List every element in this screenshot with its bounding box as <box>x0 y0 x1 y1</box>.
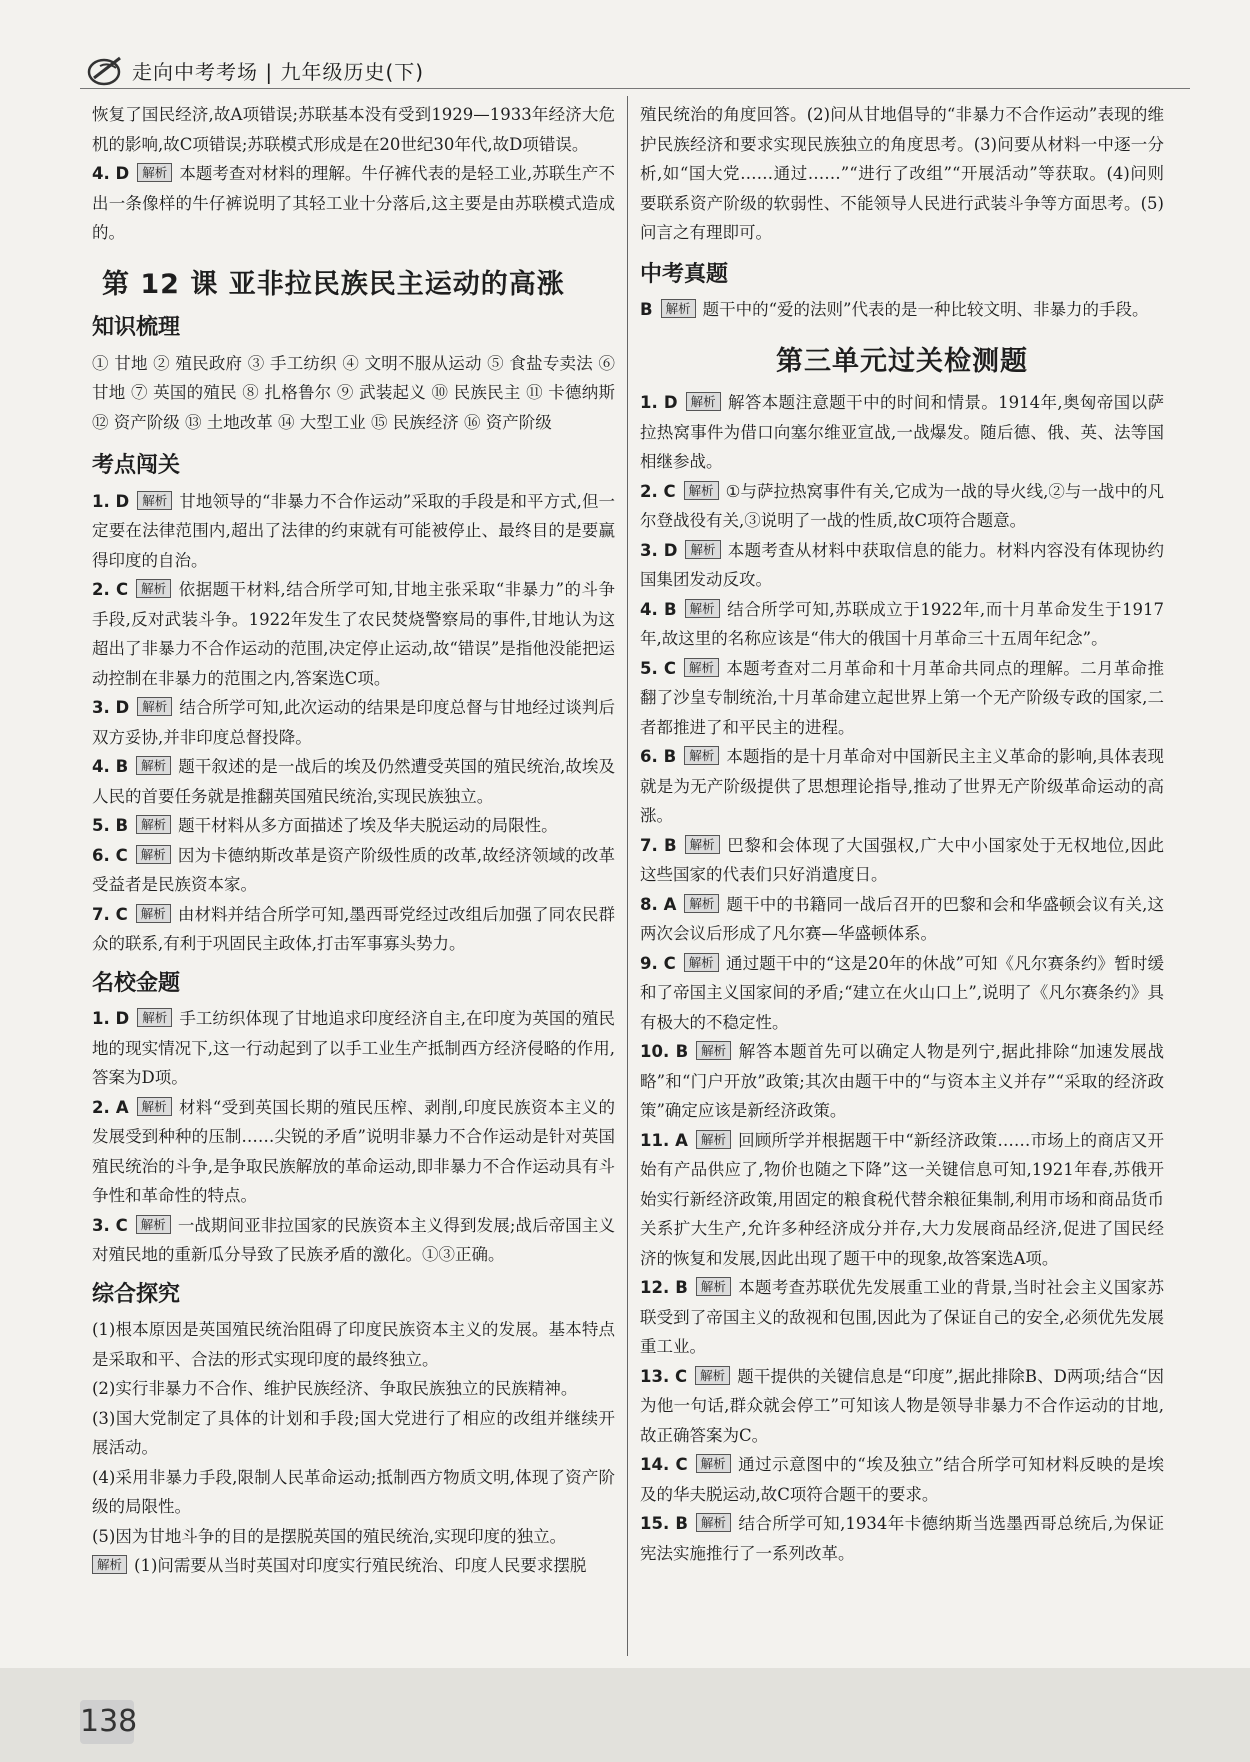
answer-item <box>640 1126 1164 1274</box>
analysis-tag: 解析 <box>696 1277 731 1296</box>
section-heading-zonghe: 综合探究 <box>92 1281 181 1307</box>
answer-item <box>92 1004 615 1093</box>
answer-number: 7. C <box>92 904 128 924</box>
analysis-tag: 解析 <box>685 540 720 559</box>
zonghe-analysis <box>92 1551 615 1581</box>
answer-number: 14. C <box>640 1455 688 1474</box>
answer-number: 2. A <box>92 1097 129 1117</box>
analysis-tag: 解析 <box>686 392 721 411</box>
zonghe-list <box>92 1315 615 1551</box>
answer-text: 本题考查对二月革命和十月革命共同点的理解。二月革命推翻了沙皇专制统治,十月革命建立起世界上第一个无产阶级专政的国家,二者都推进了和平民主的进程。 <box>640 658 1164 737</box>
analysis-tag: 解析 <box>684 894 719 913</box>
answer-item <box>640 295 1164 325</box>
answer-item <box>640 1037 1164 1126</box>
analysis-tag: 解析 <box>136 756 171 775</box>
answer-number: 6. B <box>640 747 677 766</box>
analysis-tag: 解析 <box>137 697 172 716</box>
book-logo-icon <box>86 52 126 88</box>
unit-title: 第三单元过关检测题 <box>776 345 1028 377</box>
answer-text: 解答本题注意题干中的时间和情景。1914年,奥匈帝国以萨拉热窝事件为借口向塞尔维亚宣战,一战爆发。随后德、俄、英、法等国相继参战。 <box>640 393 1164 471</box>
analysis-tag: 解析 <box>92 1555 127 1574</box>
knowledge-list: ① 甘地 ② 殖民政府 ③ 手工纺织 ④ 文明不服从运动 ⑤ 食盐专卖法 ⑥ 甘地 ⑦ 英国的殖民 ⑧ 扎格鲁尔 ⑨ 武装起义 ⑩ 民族民主 ⑪ 卡德纳斯 ⑫ 资产阶级 ⑬ 土地改革 ⑭ 大型工业 ⑮ 民族经济 ⑯ 资产阶级 <box>92 353 615 432</box>
answer-number: 13. C <box>640 1366 688 1386</box>
answer-number: 1. D <box>92 1009 130 1028</box>
analysis-tag: 解析 <box>661 299 696 318</box>
answer-number: 3. D <box>640 540 678 560</box>
answer-number: 4. B <box>92 757 129 776</box>
answer-item <box>92 752 615 811</box>
answer-number: 12. B <box>640 1278 688 1297</box>
analysis-tag: 解析 <box>137 1008 172 1027</box>
answer-number: 4. D <box>92 164 130 183</box>
answer-text: 本题指的是十月革命对中国新民主主义革命的影响,具体表现就是为无产阶级提供了思想理论指导,推动了世界无产阶级革命运动的高涨。 <box>640 747 1164 825</box>
answer-item <box>640 536 1164 595</box>
section-heading-zhenti: 中考真题 <box>640 261 729 287</box>
analysis-text: (1)问需要从当时英国对印度实行殖民统治、印度人民要求摆脱 <box>134 1556 587 1575</box>
analysis-tag: 解析 <box>136 579 171 598</box>
answer-number: 2. C <box>640 481 676 501</box>
answer-text: 手工纺织体现了甘地追求印度经济自主,在印度为英国的殖民地的现实情况下,这一行动起到了以手工业生产抵制西方经济侵略的作用,答案为D项。 <box>92 1009 615 1087</box>
answer-text: 本题考查从材料中获取信息的能力。材料内容没有体现协约国集团发动反攻。 <box>640 540 1164 589</box>
continuation-paragraph: 殖民统治的角度回答。(2)问从甘地倡导的“非暴力不合作运动”表现的维护民族经济和要求实现民族独立的角度思考。(3)问要从材料一中逐一分析,如“国大党……通过……”“进行了改组”“开展活动”等获取。(4)问则要联系资产阶级的软弱性、不能领导人民进行武装斗争等方面思考。(5)问言之有理即可。 <box>640 105 1164 242</box>
answer-item <box>92 159 615 248</box>
kaodian-list <box>92 487 615 959</box>
zonghe-answer: (3)国大党制定了具体的计划和手段;国大党进行了相应的改组并继续开展活动。 <box>92 1408 615 1457</box>
zonghe-answer: (4)采用非暴力手段,限制人民革命运动;抵制西方物质文明,体现了资产阶级的局限性。 <box>92 1467 615 1516</box>
analysis-tag: 解析 <box>136 1215 171 1234</box>
answer-item <box>640 1273 1164 1362</box>
section-heading-knowledge: 知识梳理 <box>92 315 181 340</box>
answer-item <box>640 890 1164 949</box>
column-divider <box>627 96 628 1656</box>
answer-text: 本题考查苏联优先发展重工业的背景,当时社会主义国家苏联受到了帝国主义的敌视和包围,因此为了保证自己的安全,必须优先发展重工业。 <box>640 1278 1164 1356</box>
analysis-tag: 解析 <box>696 1513 731 1532</box>
section-heading-mingxiao: 名校金题 <box>92 970 181 996</box>
analysis-tag: 解析 <box>684 746 719 765</box>
answer-text: 通过题干中的“这是20年的休战”可知《凡尔赛条约》暂时缓和了帝国主义国家间的矛盾;“建立在火山口上”,说明了《凡尔赛条约》具有极大的不稳定性。 <box>640 953 1164 1032</box>
answer-number: 7. B <box>640 835 677 855</box>
page-header <box>80 50 1190 90</box>
answer-item <box>92 575 615 693</box>
analysis-tag: 解析 <box>684 481 719 500</box>
answer-item <box>640 1362 1164 1451</box>
answer-text: 本题考查对材料的理解。牛仔裤代表的是轻工业,苏联生产不出一条像样的牛仔裤说明了其轻工业十分落后,这主要是由苏联模式造成的。 <box>92 164 615 242</box>
analysis-tag: 解析 <box>137 1097 172 1116</box>
footer-band <box>0 1668 1250 1762</box>
answer-number: 1. D <box>92 491 130 511</box>
answer-number: B <box>640 300 653 319</box>
answer-number: 3. D <box>92 698 130 717</box>
answer-text: 结合所学可知,此次运动的结果是印度总督与甘地经过谈判后双方妥协,并非印度总督投降。 <box>92 698 615 747</box>
answer-number: 2. C <box>92 580 129 599</box>
answer-number: 10. B <box>640 1042 689 1061</box>
analysis-tag: 解析 <box>695 1366 730 1385</box>
answer-item <box>640 654 1164 743</box>
answer-number: 6. C <box>92 845 128 865</box>
answer-item <box>92 693 615 752</box>
answer-number: 5. C <box>640 658 676 678</box>
answer-text: 回顾所学并根据题干中“新经济政策……市场上的商店又开始有产品供应了,物价也随之下降”这一关键信息可知,1921年春,苏俄开始实行新经济政策,用固定的粮食税代替余粮征集制,利用市场和商品货币关系扩大生产,允许多种经济成分并存,大力发展商品经济,促进了国民经济的恢复和发展,因此出现了题干中的现象,故答案选A项。 <box>640 1130 1164 1268</box>
answer-number: 1. D <box>640 393 678 412</box>
answer-number: 15. B <box>640 1514 688 1533</box>
unit-list <box>640 388 1164 1568</box>
header-title: 走向中考考场 | 九年级历史(下) <box>132 60 425 84</box>
answer-number: 5. B <box>92 816 129 835</box>
answer-number: 9. C <box>640 953 676 973</box>
answer-text: 因为卡德纳斯改革是资产阶级性质的改革,故经济领域的改革受益者是民族资本家。 <box>92 845 615 894</box>
section-heading-kaodian: 考点闯关 <box>92 453 181 478</box>
left-column <box>92 100 615 1581</box>
answer-item <box>640 1450 1164 1509</box>
answer-number: 4. B <box>640 599 677 619</box>
answer-item <box>640 388 1164 477</box>
analysis-tag: 解析 <box>685 835 720 854</box>
answer-text: 题干叙述的是一战后的埃及仍然遭受英国的殖民统治,故埃及人民的首要任务就是推翻英国殖民统治,实现民族独立。 <box>92 757 615 806</box>
analysis-tag: 解析 <box>136 815 171 834</box>
analysis-tag: 解析 <box>685 599 720 618</box>
lesson-title: 第 12 课 亚非拉民族民主运动的高涨 <box>102 268 565 300</box>
analysis-tag: 解析 <box>136 904 171 923</box>
answer-text: 解答本题首先可以确定人物是列宁,据此排除“加速发展战略”和“门户开放”政策;其次由题干中的“与资本主义并存”“采取的经济政策”确定应该是新经济政策。 <box>640 1042 1164 1120</box>
answer-text: 巴黎和会体现了大国强权,广大中小国家处于无权地位,因此这些国家的代表们只好消遣度日。 <box>640 835 1164 884</box>
answer-text: 一战期间亚非拉国家的民族资本主义得到发展;战后帝国主义对殖民地的重新瓜分导致了民族矛盾的激化。①③正确。 <box>92 1215 615 1264</box>
analysis-tag: 解析 <box>137 491 172 510</box>
zonghe-answer: (2)实行非暴力不合作、维护民族经济、争取民族独立的民族精神。 <box>92 1379 578 1398</box>
answer-item <box>92 841 615 900</box>
answer-number: 3. C <box>92 1215 128 1235</box>
answer-number: 11. A <box>640 1130 688 1150</box>
answer-item <box>640 1509 1164 1568</box>
analysis-tag: 解析 <box>684 953 719 972</box>
answer-item <box>92 1211 615 1270</box>
answer-text: 题干提供的关键信息是“印度”,据此排除B、D两项;结合“因为他一句话,群众就会停工”可知该人物是领导非暴力不合作运动的甘地,故正确答案为C。 <box>640 1366 1164 1445</box>
answer-text: 甘地领导的“非暴力不合作运动”采取的手段是和平方式,但一定要在法律范围内,超出了法律的约束就有可能被停止、最终目的是要赢得印度的自治。 <box>92 491 615 570</box>
answer-text: 依据题干材料,结合所学可知,甘地主张采取“非暴力”的斗争手段,反对武装斗争。1922年发生了农民焚烧警察局的事件,甘地认为这超出了非暴力不合作运动的范围,决定停止运动,故“错误”是指他没能把运动控制在非暴力的范围之内,答案选C项。 <box>92 580 615 688</box>
analysis-tag: 解析 <box>696 1130 731 1149</box>
answer-item <box>92 487 615 576</box>
answer-item <box>92 811 615 841</box>
answer-item <box>640 949 1164 1038</box>
right-column <box>640 100 1164 1568</box>
answer-text: 题干中的书籍同一战后召开的巴黎和会和华盛顿会议有关,这两次会议后形成了凡尔赛—华盛顿体系。 <box>640 894 1164 943</box>
analysis-tag: 解析 <box>696 1041 731 1060</box>
analysis-tag: 解析 <box>684 658 719 677</box>
answer-text: 结合所学可知,1934年卡德纳斯当选墨西哥总统后,为保证宪法实施推行了一系列改革。 <box>640 1514 1164 1563</box>
answer-text: 材料“受到英国长期的殖民压榨、剥削,印度民族资本主义的发展受到种种的压制……尖锐的矛盾”说明非暴力不合作运动是针对英国殖民统治的斗争,是争取民族解放的革命运动,即非暴力不合作运动具有斗争性和革命性的特点。 <box>92 1097 615 1205</box>
answer-item <box>92 1093 615 1211</box>
answer-text: 题干材料从多方面描述了埃及华夫脱运动的局限性。 <box>178 816 558 835</box>
analysis-tag: 解析 <box>136 845 171 864</box>
analysis-tag: 解析 <box>137 163 172 182</box>
answer-number: 8. A <box>640 894 677 914</box>
answer-item <box>640 595 1164 654</box>
answer-item <box>640 742 1164 831</box>
intro-paragraph: 恢复了国民经济,故A项错误;苏联基本没有受到1929—1933年经济大危机的影响,故C项错误;苏联模式形成是在20世纪30年代,故D项错误。 <box>92 105 615 154</box>
answer-text: 由材料并结合所学可知,墨西哥党经过改组后加强了同农民群众的联系,有利于巩固民主政体,打击军事寡头势力。 <box>92 904 615 953</box>
answer-text: 题干中的“爱的法则”代表的是一种比较文明、非暴力的手段。 <box>702 300 1149 319</box>
answer-item <box>640 477 1164 536</box>
answer-item <box>640 831 1164 890</box>
analysis-tag: 解析 <box>696 1454 731 1473</box>
page-number: 138 <box>80 1700 134 1744</box>
answer-text: ①与萨拉热窝事件有关,它成为一战的导火线,②与一战中的凡尔登战役有关,③说明了一战的性质,故C项符合题意。 <box>640 481 1164 530</box>
zonghe-answer: (5)因为甘地斗争的目的是摆脱英国的殖民统治,实现印度的独立。 <box>92 1526 567 1546</box>
header-rule <box>80 88 1190 89</box>
zonghe-answer: (1)根本原因是英国殖民统治阻碍了印度民族资本主义的发展。基本特点是采取和平、合法的形式实现印度的最终独立。 <box>92 1320 615 1369</box>
answer-text: 结合所学可知,苏联成立于1922年,而十月革命发生于1917年,故这里的名称应该是“伟大的俄国十月革命三十五周年纪念”。 <box>640 599 1164 648</box>
answer-text: 通过示意图中的“埃及独立”结合所学可知材料反映的是埃及的华夫脱运动,故C项符合题干的要求。 <box>640 1455 1164 1504</box>
answer-item <box>92 900 615 959</box>
mingxiao-list <box>92 1004 615 1270</box>
